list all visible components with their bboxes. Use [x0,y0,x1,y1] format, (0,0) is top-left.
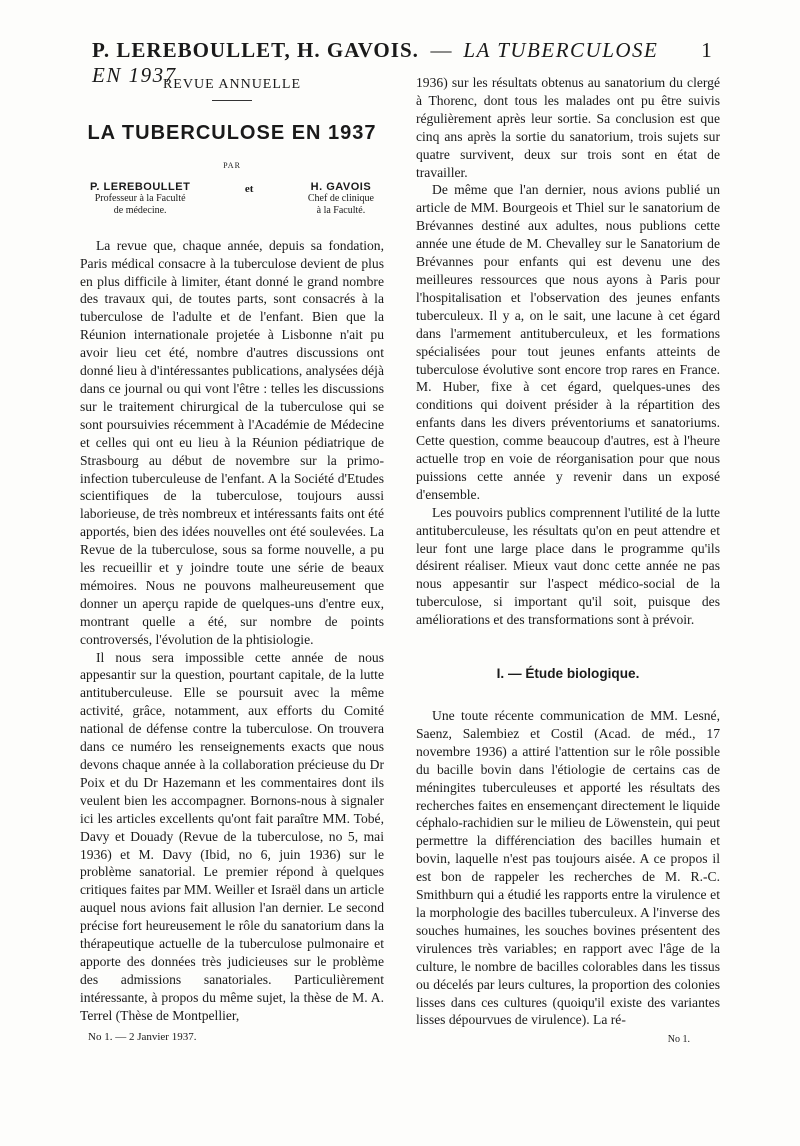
paragraph: 1936) sur les résultats obtenus au sanatorium du clergé à Thorenc, dont tous les malades ont pu être suivis régulièrement après leur sortie. Sa conclusion est que cinq ans après la sortie du sanatorium, trois sujets sur quatre survivent, deux sur trois sont en état de travailler. [416,75,720,180]
author-2-role-line1: Chef de clinique [307,192,374,204]
author-conjunction: et [244,182,254,195]
author-1-role-line2: de médecine. [113,204,167,216]
author-2 [308,181,374,217]
running-head-authors: P. LEREBOULLET, H. GAVOIS. [92,38,419,62]
author-1-name: P. LEREBOULLET [90,180,191,193]
article-title: LA TUBERCULOSE EN 1937 [87,121,377,144]
author-2-name: H. GAVOIS [310,180,372,193]
rubric-rule [212,100,252,101]
author-2-role-line2: à la Faculté. [316,204,366,216]
authors-block [80,181,384,217]
left-column [80,74,384,1047]
running-head-separator: — [430,38,452,62]
paragraph: La revue que, chaque année, depuis sa fondation, Paris médical consacre à la tuberculose devient de plus en plus difficile à limiter, étant donné le grand nombre des travaux qui, de toutes parts, sont consacrés à la tuberculose de l'adulte et de l'enfant. Bien que la Réunion internationale projetée à Lisbonne n'ait pu avoir lieu cet été, nombre d'autres discussions ont donné lieu à d'intéressantes publications, analysées déjà dans ce journal ou qui vont l'être : telles les discussions sur le traitement chirurgical de la tuberculose qui se sont poursuivies récemment à l'Académie de Médecine et celles qui ont eu lieu à la Réunion pédiatrique de Strasbourg au début de novembre sur la primo-infection tuberculeuse de l'enfant. A la Société d'Etudes scientifiques de la tuberculose, toujours aussi laborieuse, de très nombreux et intéressants faits ont été apportés, bien des idées nouvelles ont été soulevées. La Revue de la tuberculose, sous sa forme nouvelle, a pu les recueillir et y joindre toute une série de beaux mémoires. Nous ne pouvons malheureusement que donner un aperçu rapide de quelques-uns d'entre eux, montrant quelle a été, sur nombre de points controversés, l'évolution de la phtisiologie. [80,237,384,647]
section-heading: I. — Étude biologique. [496,666,640,682]
right-column [416,74,720,1049]
issue-footer-right: No 1. [667,1034,690,1046]
running-head-title: LA TUBERCULOSE EN 1937 [92,38,659,87]
paragraph: De même que l'an dernier, nous avions publié un article de MM. Bourgeois et Thiel sur le sanatorium de Brévannes destiné aux adultes, nous publions cette année une étude de M. Chevalley sur le Sanatorium de Brévannes pour enfants qui est devenu une des meilleures ressources que nous ayons à Paris pour l'hospitalisation et l'observation des jeunes enfants tuberculeux. Il y a, on le sait, une lacune à cet égard dans l'armement antituberculeux, et les formations spécialisées pour tout jeunes enfants atteints de tuberculose évolutive sont encore trop rares en France. M. Huber, fixe à cet égard, quelques-unes des conditions qui doivent présider à la répartition des enfants dans les divers préventoriums et sanatoriums. Cette question, comme beaucoup d'autres, est à l'heure actuelle trop en voie de réorganisation pour que nous puissions cette année y revenir dans un exposé d'ensemble. [416,182,720,502]
author-1 [90,181,190,217]
rubric: REVUE ANNUELLE [162,77,302,92]
page-number: 1 [701,38,712,62]
paragraph: Il nous sera impossible cette année de nous appesantir sur la question, pourtant capitale, de la lutte antituberculeuse. Elle se poursuit avec la même activité, grâce, notamment, aux efforts du Comité national de défense contre la tuberculose. On trouvera dans ce numéro les renseignements exacts que nous devons chaque année à la collaboration précieuse du Dr Poix et du Dr Hazemann et les commentaires dont ils veulent bien les accompagner. Bornons-nous à signaler ici les articles excellents qu'ont fait paraître MM. Tobé, Davy et Douady (Revue de la tuberculose, no 5, mai 1936) et M. Davy (Ibid, no 6, juin 1936) sur le problème sanatorial. Le premier répond à quelques critiques faites par MM. Weiller et Israël dans un article auquel nous avions fait allusion l'an dernier. Le second précise fort heureusement le rôle du sanatorium dans la thérapeutique actuelle de la tuberculose pulmonaire et apporte des données très judicieuses sur le problème des admissions sanatoriales. Particulièrement intéressante, à propos du même sujet, la thèse de M. A. Terrel (Thèse de Montpellier, [80,649,384,1023]
par-label: PAR [223,160,241,170]
author-1-role-line1: Professeur à la Faculté [94,192,186,204]
issue-footer: No 1. — 2 Janvier 1937. [88,1030,197,1043]
paragraph: Une toute récente communication de MM. Lesné, Saenz, Salembiez et Costil (Acad. de méd., 17 novembre 1936) a attiré l'attention sur le rôle possible du bacille bovin dans l'étiologie de certains cas de méningites tuberculeuses et apporté les résultats des recherches faites en ensemençant directement le liquide céphalo-rachidien sur le milieu de Löwenstein, qui peut permettre la différenciation des bacilles humain et bovin, laquelle n'est pas toujours aisée. A ce propos il est bon de rappeler les recherches de M. R.-C. Smithburn qui a étudié les rapports entre la virulence et la morphologie des bacilles tuberculeux. A l'inverse des souches humaines, les souches bovines présentent des virulences très variables; en rapport avec l'âge de la culture, le nombre de bacilles colorables dans les tissus ou décelés par leurs cultures, la proportion des colonies lisses dans ces cultures (quoiqu'il existe des variantes lisses dépourvues de virulence). La ré- [416,708,720,1028]
paragraph: Les pouvoirs publics comprennent l'utilité de la lutte antituberculeuse, les résultats qu'on en peut attendre et leur font une large place dans le programme qu'ils désirent réaliser. Mieux vaut donc cette année ne pas nous appesantir sur l'aspect médico-social de la tuberculose, si important qu'il soit, puisque des améliorations et des transformations sont à prévoir. [416,504,720,628]
